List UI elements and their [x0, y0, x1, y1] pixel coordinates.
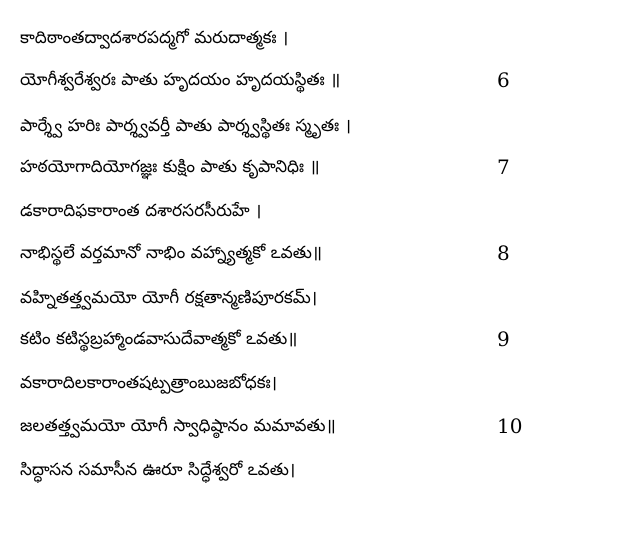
verse-number: 8	[497, 241, 510, 265]
verse-text: పార్శ్వే హరిః పార్శ్వవర్తీ పాతు పార్శ్వస్థితః స్మృతః ।	[20, 116, 352, 136]
verse-text: యోగీశ్వరేశ్వరః పాతు హృదయం హృదయస్థితః ॥	[20, 70, 341, 90]
verse-line	[20, 65, 600, 95]
verse-text: హఠయోగాదియోగజ్ఞః కుక్షిం పాతు కృపానిధిః ॥	[20, 157, 320, 177]
verse-line	[20, 368, 600, 398]
verse-number: 10	[497, 414, 523, 438]
verse-number: 9	[497, 327, 510, 351]
verse-text: వహ్నితత్త్వమయో యోగీ రక్షతాన్మణిపూరకమ్।	[20, 288, 318, 308]
verse-line	[20, 283, 600, 313]
verse-text: కటిం కటిస్థబ్రహ్మాండవాసుదేవాత్మకో ఽవతు॥	[20, 329, 298, 349]
verse-text: డకారాదిఫకారాంత దశారసరసీరుహే ।	[20, 201, 262, 221]
verse-text: సిద్ధాసన సమాసీన ఊరూ సిద్ధేశ్వరో ఽవతు।	[20, 460, 296, 480]
verse-text: నాభిస్థలే వర్తమానో నాభిం వహ్న్యాత్మకో ఽవతు॥	[20, 243, 323, 263]
verse-line	[20, 238, 600, 268]
verse-line	[20, 23, 600, 53]
verse-line	[20, 111, 600, 141]
verse-line	[20, 152, 600, 182]
verse-line	[20, 455, 600, 485]
verse-line	[20, 324, 600, 354]
verse-number: 7	[497, 155, 510, 179]
verse-text: జలతత్త్వమయో యోగీ స్వాధిష్ఠానం మమావతు॥	[20, 416, 336, 436]
verse-text: కాదిఠాంతద్వాదశారపద్మగో మరుదాత్మకః ।	[20, 28, 289, 48]
verse-text: వకారాదిలకారాంతషట్పత్రాంబుజబోధకః।	[20, 373, 278, 393]
verse-line	[20, 196, 600, 226]
verse-number: 6	[497, 68, 510, 92]
verse-line	[20, 411, 600, 441]
